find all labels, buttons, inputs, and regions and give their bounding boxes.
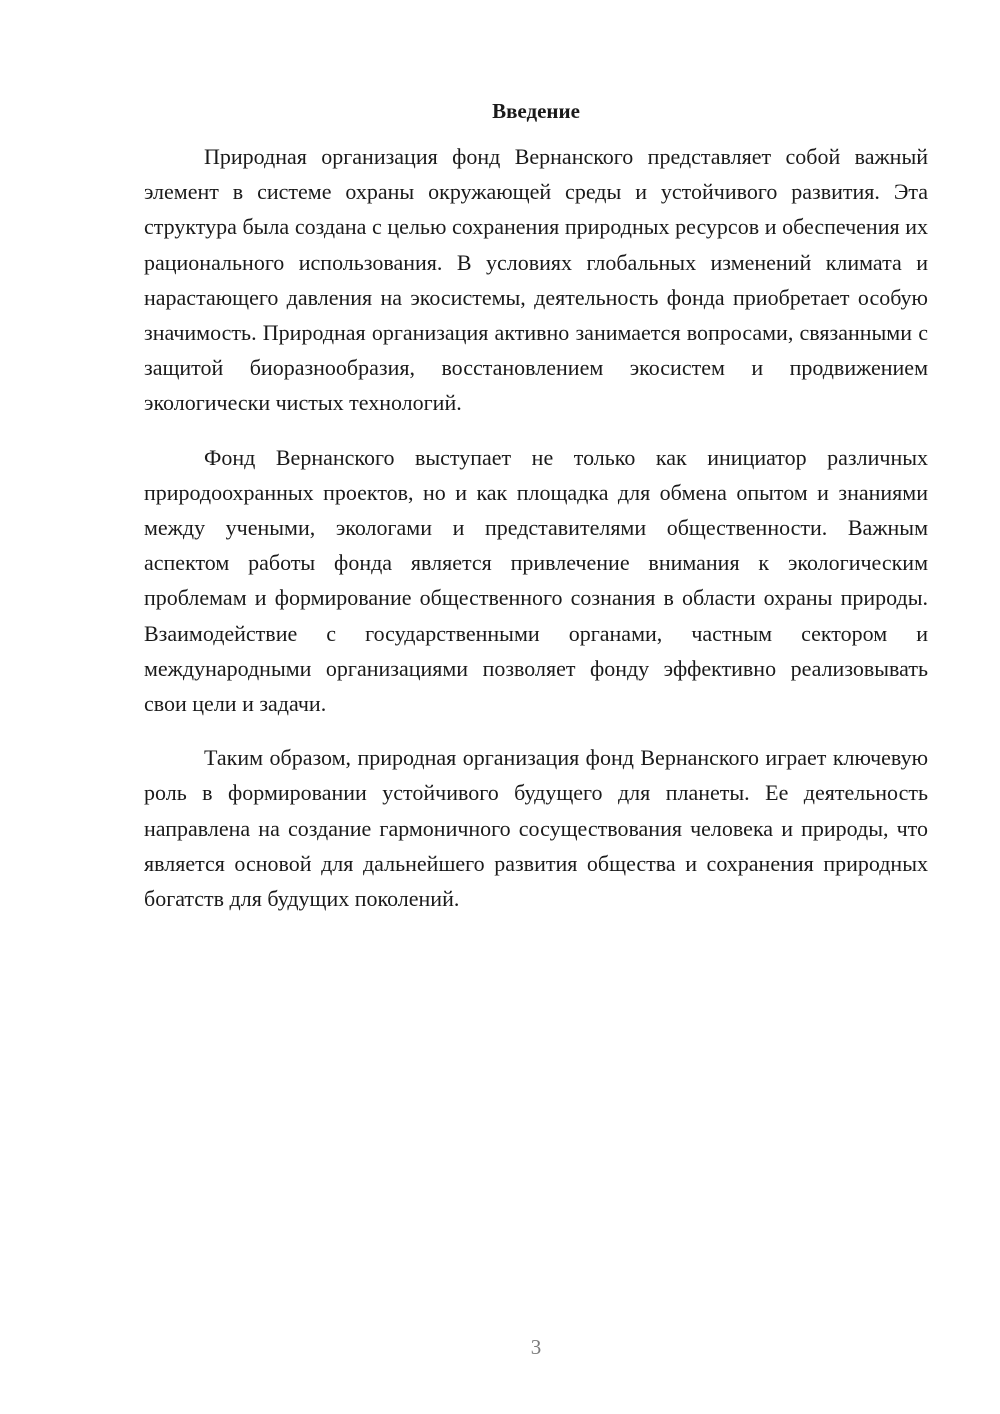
paragraph-2: Фонд Вернанского выступает не только как инициатор различных природоохранных проектов, но и как площадка для обмена опытом и знаниями между учеными, экологами и представителями общественности. Важным аспектом работы фонда является привлечение внимания к экологическим проблемам и формирование общественного сознания в области охраны природы. Взаимодействие с государственными органами, частным сектором и международными организациями позволяет фонду эффективно реализовывать свои цели и задачи.	[144, 444, 928, 717]
section-heading: Введение	[492, 99, 580, 123]
page-body	[144, 98, 928, 935]
paragraph-3: Таким образом, природная организация фонд Вернанского играет ключевую роль в формировании устойчивого будущего для планеты. Ее деятельность направлена на создание гармоничного сосуществования человека и природы, что является основой для дальнейшего развития общества и сохранения природных богатств для будущих поколений.	[144, 745, 928, 912]
paragraph-1: Природная организация фонд Вернанского представляет собой важный элемент в системе охраны окружающей среды и устойчивого развития. Эта структура была создана с целью сохранения природных ресурсов и обеспечения их рационального использования. В условиях глобальных изменений климата и нарастающего давления на экосистемы, деятельность фонда приобретает особую значимость. Природная организация активно занимается вопросами, связанными с защитой биоразнообразия, восстановлением экосистем и продвижением экологически чистых технологий.	[144, 144, 928, 416]
page-number: 3	[530, 1335, 542, 1359]
